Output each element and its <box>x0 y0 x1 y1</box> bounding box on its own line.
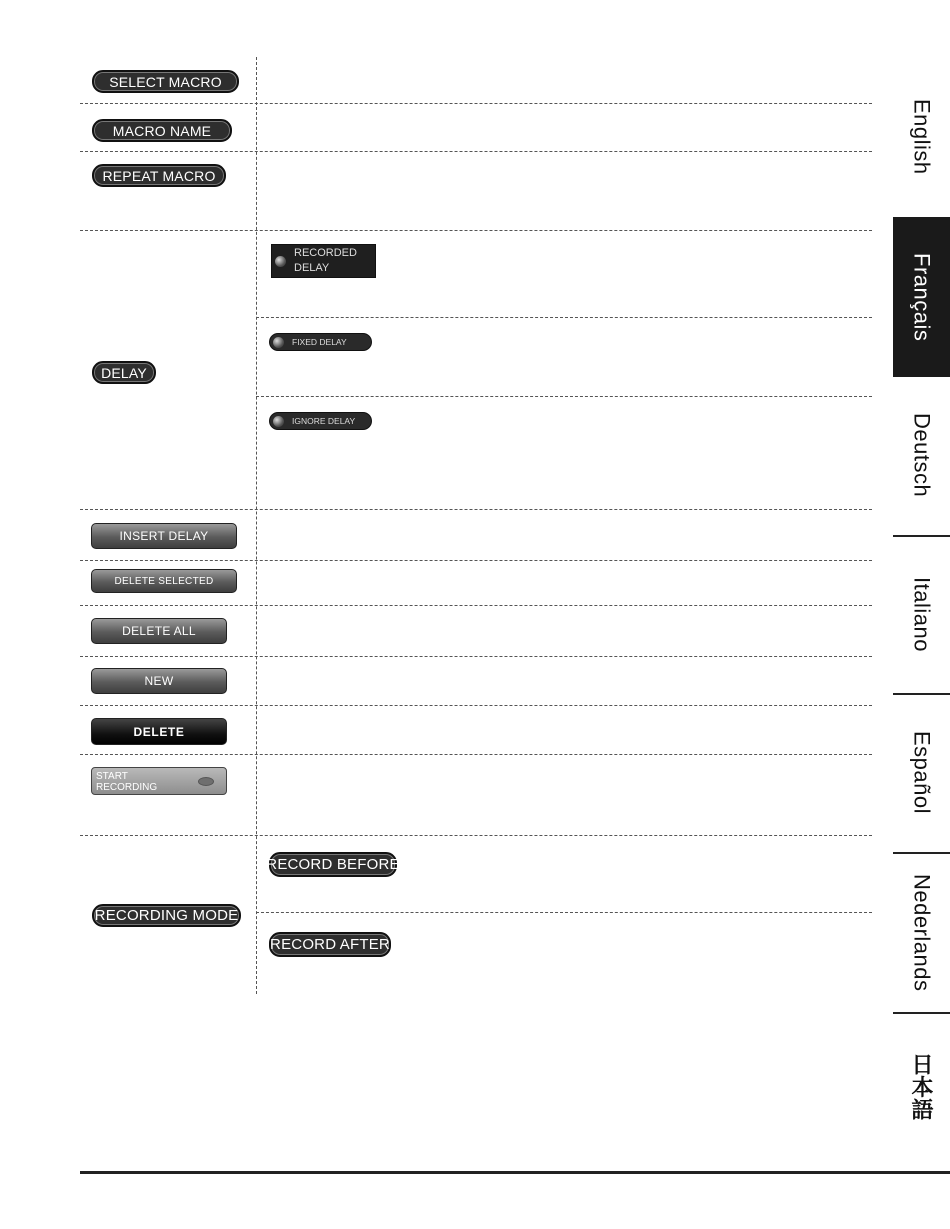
tab-deutsch-label: Deutsch <box>909 413 935 498</box>
row-divider <box>80 103 872 104</box>
start-recording-button[interactable] <box>91 767 227 795</box>
row-divider <box>256 317 872 318</box>
recording-mode-label: RECORDING MODE <box>92 904 241 927</box>
row-divider <box>80 230 872 231</box>
start-recording-label: START <box>96 771 128 782</box>
row-divider <box>80 835 872 836</box>
fixed-delay-option[interactable] <box>269 333 372 351</box>
row-divider <box>80 754 872 755</box>
tab-japanese[interactable] <box>893 1014 950 1159</box>
radio-dot-icon <box>273 337 284 348</box>
ignore-delay-label: IGNORE DELAY <box>292 416 356 426</box>
recorded-delay-label: RECORDED <box>294 247 357 259</box>
repeat-macro-label: REPEAT MACRO <box>92 164 226 187</box>
record-before-option[interactable]: RECORD BEFORE <box>269 852 397 877</box>
tab-english[interactable] <box>893 78 950 196</box>
record-indicator-icon <box>198 777 214 786</box>
row-divider <box>80 151 872 152</box>
radio-dot-icon <box>273 416 284 427</box>
start-recording-label-2: RECORDING <box>96 782 158 793</box>
row-divider <box>80 605 872 606</box>
tab-espanol-label: Español <box>909 730 935 814</box>
fixed-delay-label: FIXED DELAY <box>292 337 347 347</box>
tab-italiano[interactable] <box>893 537 950 692</box>
row-divider <box>80 705 872 706</box>
insert-delay-button[interactable]: INSERT DELAY <box>91 523 237 549</box>
delay-label: DELAY <box>92 361 156 384</box>
row-divider <box>256 912 872 913</box>
radio-dot-icon <box>275 256 286 267</box>
delete-all-button[interactable]: DELETE ALL <box>91 618 227 644</box>
row-divider <box>80 656 872 657</box>
row-divider <box>80 509 872 510</box>
tab-nederlands-label: Nederlands <box>909 873 935 992</box>
footer-rule <box>80 1171 950 1174</box>
delete-selected-button[interactable]: DELETE SELECTED <box>91 569 237 593</box>
new-button[interactable]: NEW <box>91 668 227 694</box>
recorded-delay-label-2: DELAY <box>294 262 330 274</box>
tab-deutsch[interactable] <box>893 378 950 533</box>
tab-francais-label: Français <box>909 252 935 342</box>
tab-italiano-label: Italiano <box>909 577 935 652</box>
tab-english-label: English <box>909 99 935 175</box>
macro-name-label: MACRO NAME <box>92 119 232 142</box>
row-divider <box>256 396 872 397</box>
row-divider <box>80 560 872 561</box>
column-divider <box>256 57 257 994</box>
ignore-delay-option[interactable] <box>269 412 372 430</box>
delete-button[interactable]: DELETE <box>91 718 227 745</box>
tab-nederlands[interactable] <box>893 854 950 1011</box>
tab-espanol[interactable] <box>893 695 950 850</box>
recorded-delay-option[interactable] <box>271 244 376 278</box>
tab-francais[interactable] <box>893 217 950 377</box>
select-macro-label: SELECT MACRO <box>92 70 239 93</box>
record-after-option[interactable]: RECORD AFTER <box>269 932 391 957</box>
tab-japanese-label: 日本語 <box>909 1052 934 1121</box>
